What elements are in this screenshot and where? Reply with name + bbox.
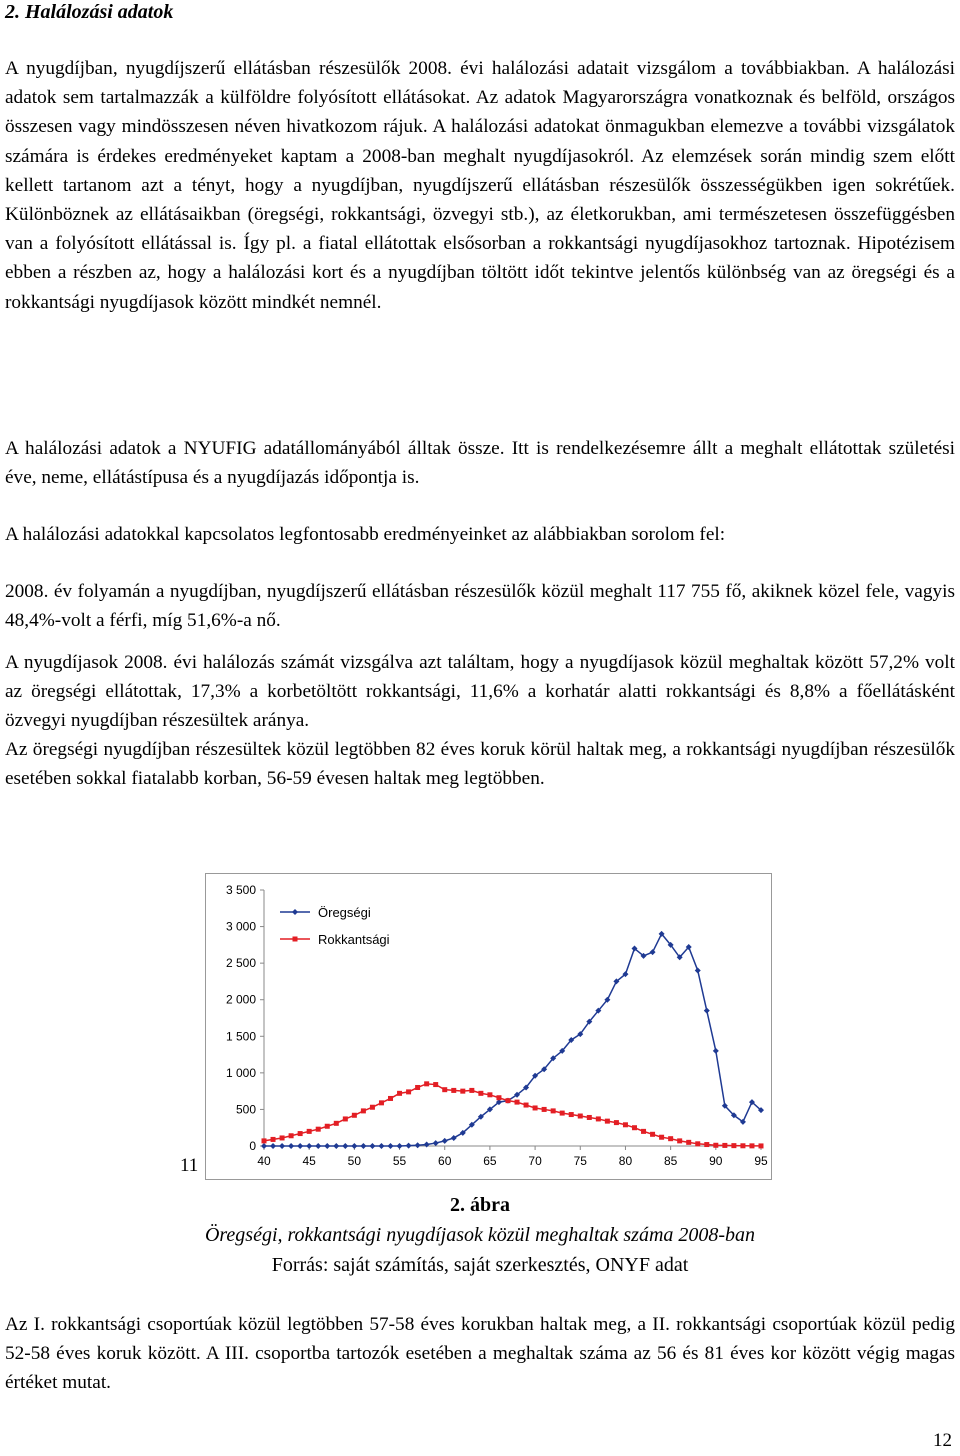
x-tick-label: 55	[392, 1154, 407, 1168]
data-point-rokkantsagi	[469, 1088, 474, 1093]
legend-label: Rokkantsági	[318, 932, 390, 947]
x-tick-label: 95	[754, 1154, 768, 1168]
data-point-rokkantsagi	[578, 1114, 583, 1119]
data-point-rokkantsagi	[650, 1132, 655, 1137]
y-tick-label: 3 000	[225, 919, 256, 934]
y-tick-label: 2 000	[225, 992, 256, 1007]
data-point-rokkantsagi	[749, 1143, 754, 1148]
data-point-rokkantsagi	[343, 1116, 348, 1121]
data-point-oregsegi	[306, 1143, 312, 1149]
data-point-oregsegi	[261, 1143, 267, 1149]
x-tick-label: 65	[483, 1154, 497, 1168]
data-point-rokkantsagi	[397, 1091, 402, 1096]
data-point-rokkantsagi	[271, 1137, 276, 1142]
data-point-rokkantsagi	[451, 1088, 456, 1093]
data-point-rokkantsagi	[605, 1119, 610, 1124]
y-tick-label: 2 500	[225, 956, 256, 971]
data-point-rokkantsagi	[560, 1111, 565, 1116]
data-point-rokkantsagi	[433, 1082, 438, 1087]
data-point-oregsegi	[270, 1143, 276, 1149]
paragraph-ages: Az öregségi nyugdíjban részesültek közül legtöbben 82 éves koruk körül haltak meg, a rokkantsági nyugdíjban részesülők esetében sokkal fiatalabb korban, 56-59 évesen haltak meg legtöbben.	[5, 739, 955, 790]
data-point-rokkantsagi	[524, 1103, 529, 1108]
data-point-rokkantsagi	[415, 1085, 420, 1090]
data-point-oregsegi	[415, 1142, 421, 1148]
data-point-rokkantsagi	[641, 1129, 646, 1134]
y-tick-label: 0	[249, 1139, 256, 1153]
data-point-rokkantsagi	[515, 1100, 520, 1105]
figure-caption: Öregségi, rokkantsági nyugdíjasok közül meghaltak száma 2008-ban	[204, 1224, 756, 1246]
data-point-rokkantsagi	[442, 1087, 447, 1092]
legend-marker	[293, 937, 298, 942]
data-point-rokkantsagi	[731, 1143, 736, 1148]
data-point-rokkantsagi	[361, 1108, 366, 1113]
data-point-rokkantsagi	[623, 1122, 628, 1127]
section-heading: 2. Halálozási adatok	[5, 1, 174, 23]
data-point-rokkantsagi	[551, 1108, 556, 1113]
data-point-oregsegi	[424, 1142, 430, 1148]
data-point-oregsegi	[397, 1143, 403, 1149]
data-point-rokkantsagi	[352, 1113, 357, 1118]
x-tick-label: 75	[573, 1154, 587, 1168]
data-point-rokkantsagi	[334, 1121, 339, 1126]
data-point-oregsegi	[351, 1143, 357, 1149]
data-point-oregsegi	[324, 1143, 330, 1149]
data-point-oregsegi	[333, 1143, 339, 1149]
x-tick-label: 60	[438, 1154, 452, 1168]
data-point-rokkantsagi	[388, 1096, 393, 1101]
data-point-oregsegi	[315, 1143, 321, 1149]
data-point-rokkantsagi	[587, 1115, 592, 1120]
series-line-rokkantsagi	[264, 1084, 761, 1146]
data-point-rokkantsagi	[614, 1120, 619, 1125]
paragraph-intro: A nyugdíjban, nyugdíjszerű ellátásban részesülők 2008. évi halálozási adatait vizsgálom a továbbiakban. A halálozási adatok sem tartalmazzák a külföldre folyósított ellátásokat. Az adatok Magyarországra vonatkoznak és belföld, országos összesen vagy mindösszesen néven hivatkozom rájuk. A halálozási adatokat önmagukban elemezve a további vizsgálatok számára is érdekes eredményeket kaptam a 2008-ban meghalt nyugdíjasokról. Az elemzések során mindig szem előtt kellett tartanom azt a tényt, hogy a nyugdíjban, nyugdíjszerű ellátásban részesülők összességükben igen sokrétűek. Különböznek az ellátásaikban (öregségi, rokkantsági, özvegyi stb.), az életkorukban, ami természetesen összefüggésben van a folyósított ellátással is. Így pl. a fiatal ellátottak elsősorban a rokkantsági nyugdíjasokhoz tartoznak. Hipotézisem ebben a részben az, hogy a halálozási kort és a nyugdíjban töltött időt tekintve jelentős különbség van az öregségi és a rokkantsági nyugdíjasok között mindkét nemnél.	[5, 58, 955, 313]
data-point-oregsegi	[360, 1143, 366, 1149]
data-point-rokkantsagi	[280, 1135, 285, 1140]
data-point-rokkantsagi	[686, 1140, 691, 1145]
data-point-oregsegi	[433, 1140, 439, 1146]
x-tick-label: 70	[528, 1154, 542, 1168]
data-point-rokkantsagi	[569, 1112, 574, 1117]
data-point-rokkantsagi	[496, 1095, 501, 1100]
data-point-rokkantsagi	[759, 1143, 764, 1148]
data-point-oregsegi	[369, 1143, 375, 1149]
data-point-rokkantsagi	[740, 1143, 745, 1148]
data-point-oregsegi	[442, 1138, 448, 1144]
paragraph-source: A halálozási adatok a NYUFIG adatállományából álltak össze. Itt is rendelkezésemre állt a meghalt ellátottak születési éve, neme, ellátástípusa és a nyugdíjazás időpontja is.	[5, 438, 955, 489]
y-tick-label: 1 000	[225, 1065, 256, 1080]
y-tick-label: 3 500	[225, 883, 256, 897]
data-point-oregsegi	[342, 1143, 348, 1149]
data-point-rokkantsagi	[632, 1125, 637, 1130]
data-point-rokkantsagi	[478, 1091, 483, 1096]
data-point-rokkantsagi	[722, 1143, 727, 1148]
x-tick-label: 40	[257, 1154, 271, 1168]
data-point-rokkantsagi	[298, 1131, 303, 1136]
figure-source: Forrás: saját számítás, saját szerkesztés, ONYF adat	[271, 1254, 689, 1276]
series-line-oregsegi	[264, 934, 761, 1146]
page-number: 12	[933, 1430, 952, 1451]
data-point-rokkantsagi	[659, 1135, 664, 1140]
data-point-rokkantsagi	[668, 1136, 673, 1141]
y-tick-label: 1 500	[225, 1029, 256, 1044]
data-point-rokkantsagi	[289, 1133, 294, 1138]
data-point-rokkantsagi	[406, 1089, 411, 1094]
data-point-oregsegi	[695, 967, 701, 973]
data-point-oregsegi	[297, 1143, 303, 1149]
footnote-marker: 11	[180, 1155, 199, 1176]
x-tick-label: 45	[302, 1154, 316, 1168]
data-point-rokkantsagi	[704, 1142, 709, 1147]
x-tick-label: 90	[709, 1154, 723, 1168]
data-point-oregsegi	[406, 1143, 412, 1149]
data-point-rokkantsagi	[460, 1089, 465, 1094]
data-point-rokkantsagi	[325, 1124, 330, 1129]
data-point-oregsegi	[704, 1008, 710, 1014]
figure-number: 2. ábra	[450, 1194, 510, 1216]
data-point-oregsegi	[279, 1143, 285, 1149]
paragraph-shares: A nyugdíjasok 2008. évi halálozás számát vizsgálva azt találtam, hogy a nyugdíjasok közül meghaltak között 57,2% volt az öregségi ellátottak, 17,3% a korbetöltött rokkantsági, 11,6% a korhatár alatti rokkantsági és 8,8% a főellátásként özvegyi nyugdíjban részesültek aránya.	[5, 652, 955, 732]
data-point-rokkantsagi	[505, 1098, 510, 1103]
x-tick-label: 50	[347, 1154, 362, 1168]
data-point-rokkantsagi	[677, 1138, 682, 1143]
data-point-rokkantsagi	[713, 1143, 718, 1148]
data-point-rokkantsagi	[533, 1105, 538, 1110]
paragraph-deaths-total: 2008. év folyamán a nyugdíjban, nyugdíjszerű ellátásban részesülők közül meghalt 117 755 fő, akiknek közel fele, vagyis 48,4%-volt a férfi, míg 51,6%-a nő.	[5, 581, 955, 632]
data-point-oregsegi	[713, 1048, 719, 1054]
paragraph-groups: Az I. rokkantsági csoportúak közül legtöbben 57-58 éves korukban haltak meg, a II. rokkantsági csoportúak közül pedig 52-58 éves koruk között. A III. csoportba tartozók esetében a meghaltak száma az 56 és 81 éves kor között végig magas értéket mutat.	[5, 1314, 955, 1394]
data-point-rokkantsagi	[542, 1107, 547, 1112]
data-point-rokkantsagi	[596, 1116, 601, 1121]
data-point-rokkantsagi	[487, 1092, 492, 1097]
legend-marker	[292, 909, 298, 915]
data-point-rokkantsagi	[424, 1081, 429, 1086]
legend-label: Öregségi	[318, 905, 371, 920]
data-point-rokkantsagi	[316, 1127, 321, 1132]
x-tick-label: 85	[663, 1154, 678, 1168]
data-point-oregsegi	[451, 1135, 457, 1141]
data-point-rokkantsagi	[262, 1138, 267, 1143]
chart-frame	[205, 873, 772, 1180]
data-point-rokkantsagi	[695, 1141, 700, 1146]
data-point-oregsegi	[388, 1143, 394, 1149]
data-point-oregsegi	[650, 949, 656, 955]
y-tick-label: 500	[235, 1102, 256, 1117]
data-point-rokkantsagi	[370, 1105, 375, 1110]
data-point-oregsegi	[378, 1143, 384, 1149]
data-point-rokkantsagi	[307, 1129, 312, 1134]
x-tick-label: 80	[618, 1154, 633, 1168]
line-chart	[206, 874, 771, 1179]
data-point-oregsegi	[288, 1143, 294, 1149]
paragraph-results-intro: A halálozási adatokkal kapcsolatos legfontosabb eredményeinket az alábbiakban sorolom fel:	[5, 524, 726, 545]
data-point-rokkantsagi	[379, 1100, 384, 1105]
